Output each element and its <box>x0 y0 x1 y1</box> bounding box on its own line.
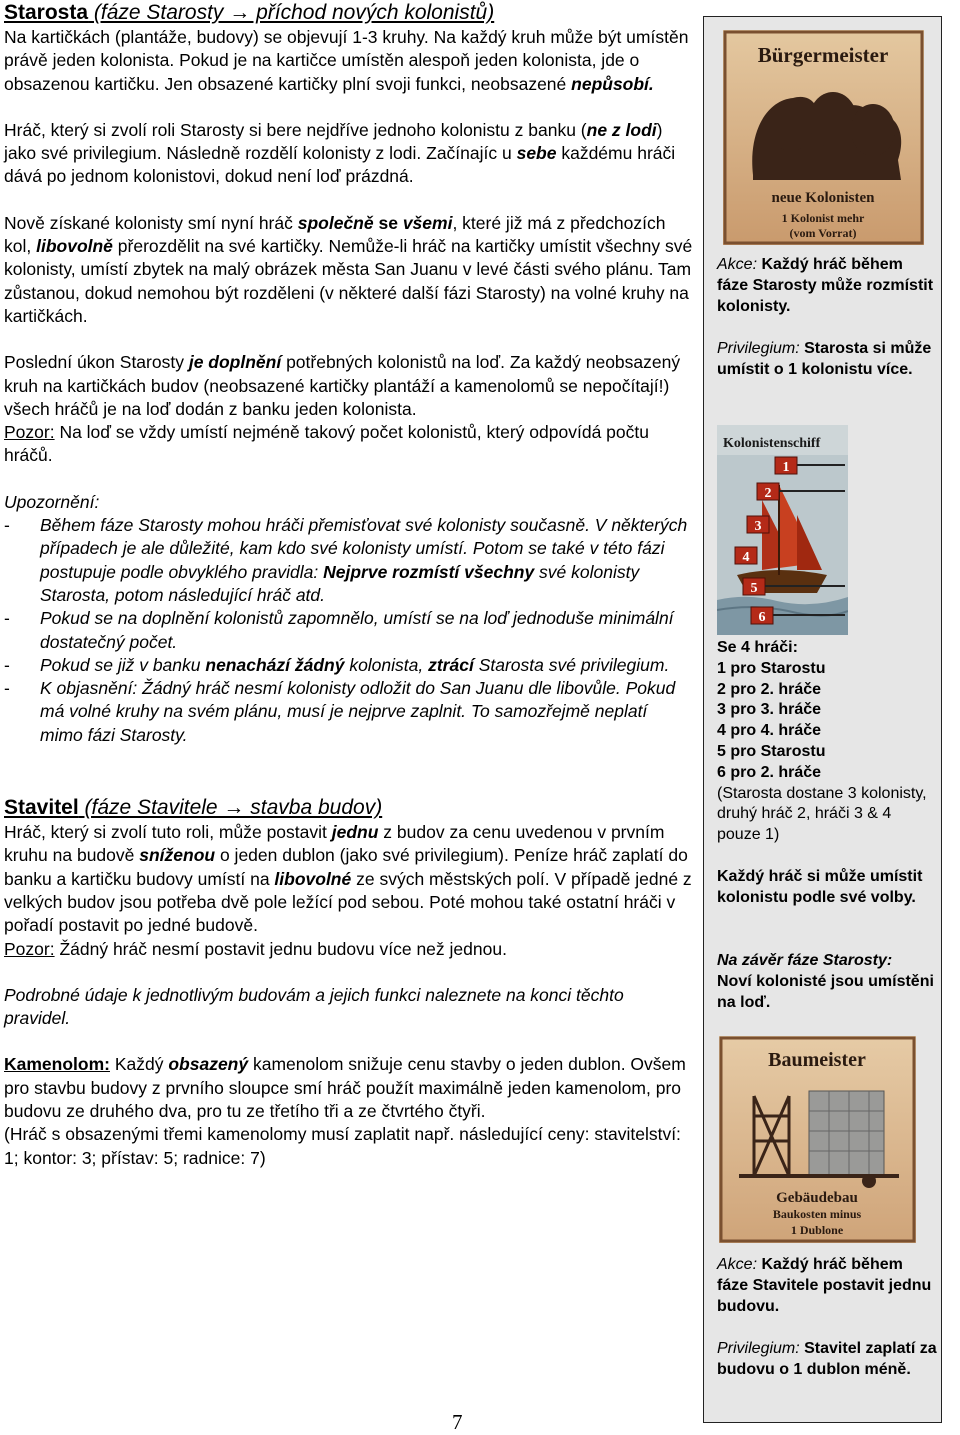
free-choice-note: Každý hráč si může umístit kolonistu podle své volby. <box>717 868 923 906</box>
builder-paragraph-2: Podrobné údaje k jednotlivým budovám a jejich funkci naleznete na konci těchto pravidel. <box>4 984 624 1029</box>
builder-card-line3: 1 Dublone <box>790 1223 844 1237</box>
svg-text:3: 3 <box>754 519 762 534</box>
mayor-paragraph-4: Poslední úkon Starosty je doplnění potřebných kolonistů na loď. Za každý neobsazený kruh na kartičkách budov (neobsazené kartičky plantáží a kamenolomů se nepočítají!) všech hráčů je na loď dodán z banku jeden kolonista. Pozor: Na loď se vždy umístí nejméně takový počet kolonistů, který odpovídá počtu hráčů. <box>4 352 681 466</box>
note-item: - K objasnění: Žádný hráč nesmí kolonisty odložit do San Juanu dle libovůle. Pokud má volné kruhy na svém plánu, musí je nejprve zaplnit. To samozřejmě neplatí mimo fázi Starosty. <box>4 678 676 745</box>
svg-text:2: 2 <box>764 486 772 501</box>
mayor-privilege: Privilegium: Starosta si může umístit o 1 kolonistu více. <box>717 340 932 378</box>
svg-text:6: 6 <box>758 610 766 625</box>
builder-card-title: Baumeister <box>768 1049 866 1071</box>
notes-label: Upozornění: <box>4 491 100 512</box>
mayor-card-line3: (vom Vorrat) <box>789 226 857 240</box>
main-column <box>4 0 694 1170</box>
page-number: 7 <box>452 1410 463 1434</box>
distribution-list: Se 4 hráči: 1 pro Starostu 2 pro 2. hráče 3 pro 3. hráče 4 pro 4. hráče 5 pro Starostu 6 pro 2. hráče (Starosta dostane 3 kolonisty, druhý hráč 2, hráči 3 & 4 pouze 1) <box>717 639 927 844</box>
note-item: - Pokud se již v banku nenachází žádný kolonista, ztrácí Starosta své privilegium. <box>4 654 670 675</box>
svg-text:1: 1 <box>782 460 790 475</box>
mayor-card-image <box>723 30 924 245</box>
mayor-action: Akce: Každý hráč během fáze Starosty může rozmístit kolonisty. <box>717 256 934 315</box>
sidebar <box>703 16 942 1423</box>
builder-privilege: Privilegium: Stavitel zaplatí za budovu o 1 dublon méně. <box>717 1340 937 1378</box>
ship-number-3 <box>747 516 769 534</box>
builder-paragraph-1: Hráč, který si zvolí tuto roli, může postavit jednu z budov za cenu uvedenou v prvním kruhu na budově sníženou o jeden dublon (jako své privilegium). Peníze hráč zaplatí do banku a kartičku budovy umístí na libovolné ze svých městských polí. V případě jedné z velkých budov jsou potřeba dvě pole ležící pod sebou. Poté mohou také ostatní hráči v pořadí postavit po jedné budově. Pozor: Žádný hráč nesmí postavit jednu budovu více než jednou. <box>4 822 692 959</box>
mayor-paragraph-3: Nově získané kolonisty smí nyní hráč společně se všemi, které již má z předchozích kol, libovolně přerozdělit na své kartičky. Nemůže-li hráč na kartičky umístit všechny své kolonisty, umístí zbytek na malý obrázek města San Juanu v levé části svého plánu. Tam zůstanou, dokud nemohou být rozděleni (v některé další fázi Starosty) na volné kruhy na kartičkách. <box>4 212 693 326</box>
builder-card-line1: Gebäudebau <box>776 1190 858 1206</box>
colonist-ship-card-image <box>717 425 848 635</box>
builder-action: Akce: Každý hráč během fáze Stavitele postavit jednu budovu. <box>717 1256 932 1315</box>
mayor-card-line2: 1 Kolonist mehr <box>781 211 865 225</box>
builder-card-image <box>719 1036 916 1243</box>
svg-text:5: 5 <box>750 581 758 596</box>
svg-text:4: 4 <box>742 550 750 565</box>
mayor-card-line1: neue Kolonisten <box>771 190 875 206</box>
builder-heading: Stavitel (fáze Stavitele → stavba budov) <box>4 796 383 820</box>
mayor-card-title: Bürgermeister <box>757 43 889 67</box>
mayor-heading: Starosta (fáze Starosty → příchod nových kolonistů) <box>4 1 495 24</box>
note-item: - Během fáze Starosty mohou hráči přemisťovat své kolonisty současně. V některých případech je ale důležité, kam kdo své kolonisty umístí. Potom se také v této fázi postupuje podle obvyklého pravidla: Nejprve rozmístí všechny své kolonisty Starosta, potom následující hráč atd. <box>4 515 688 605</box>
ship-card-title: Kolonistenschiff <box>723 436 821 451</box>
mayor-paragraph-1: Na kartičkách (plantáže, budovy) se objevují 1-3 kruhy. Na každý kruh může být umístěn právě jeden kolonista. Pokud je na kartičce umístěn alespoň jeden kolonista, jde o obsazenou kartičku. Jen obsazené kartičky plní svoji funkci, neobsazené nepůsobí. <box>4 27 689 94</box>
quarry-paragraph: Kamenolom: Každý obsazený kamenolom snižuje cenu stavby o jeden dublon. Ovšem pro stavbu budovy z prvního sloupce smí hráč použít maximálně jeden kamenolom, pro budovu ze druhého dva, pro tu ze třetího tři a ze čtvrtého čtyři. (Hráč s obsazenými třemi kamenolomy musí zaplatit např. následující ceny: stavitelství: 1; kontor: 3; přístav: 5; radnice: 7) <box>4 1054 686 1168</box>
end-of-phase-note: Na závěr fáze Starosty: Noví kolonisté jsou umístěni na loď. <box>717 952 934 1011</box>
mayor-paragraph-2: Hráč, který si zvolí roli Starosty si bere nejdříve jednoho kolonistu z banku (ne z lodi) jako své privilegium. Následně rozdělí kolonisty z lodi. Začínajíc u sebe každému hráči dává po jednom kolonistovi, dokud není loď prázdná. <box>4 119 676 187</box>
note-item: - Pokud se na doplnění kolonistů zapomnělo, umístí se na loď jednoduše minimální dostatečný počet. <box>4 608 674 652</box>
ship-number-4 <box>735 547 757 565</box>
builder-card-line2: Baukosten minus <box>772 1207 862 1221</box>
